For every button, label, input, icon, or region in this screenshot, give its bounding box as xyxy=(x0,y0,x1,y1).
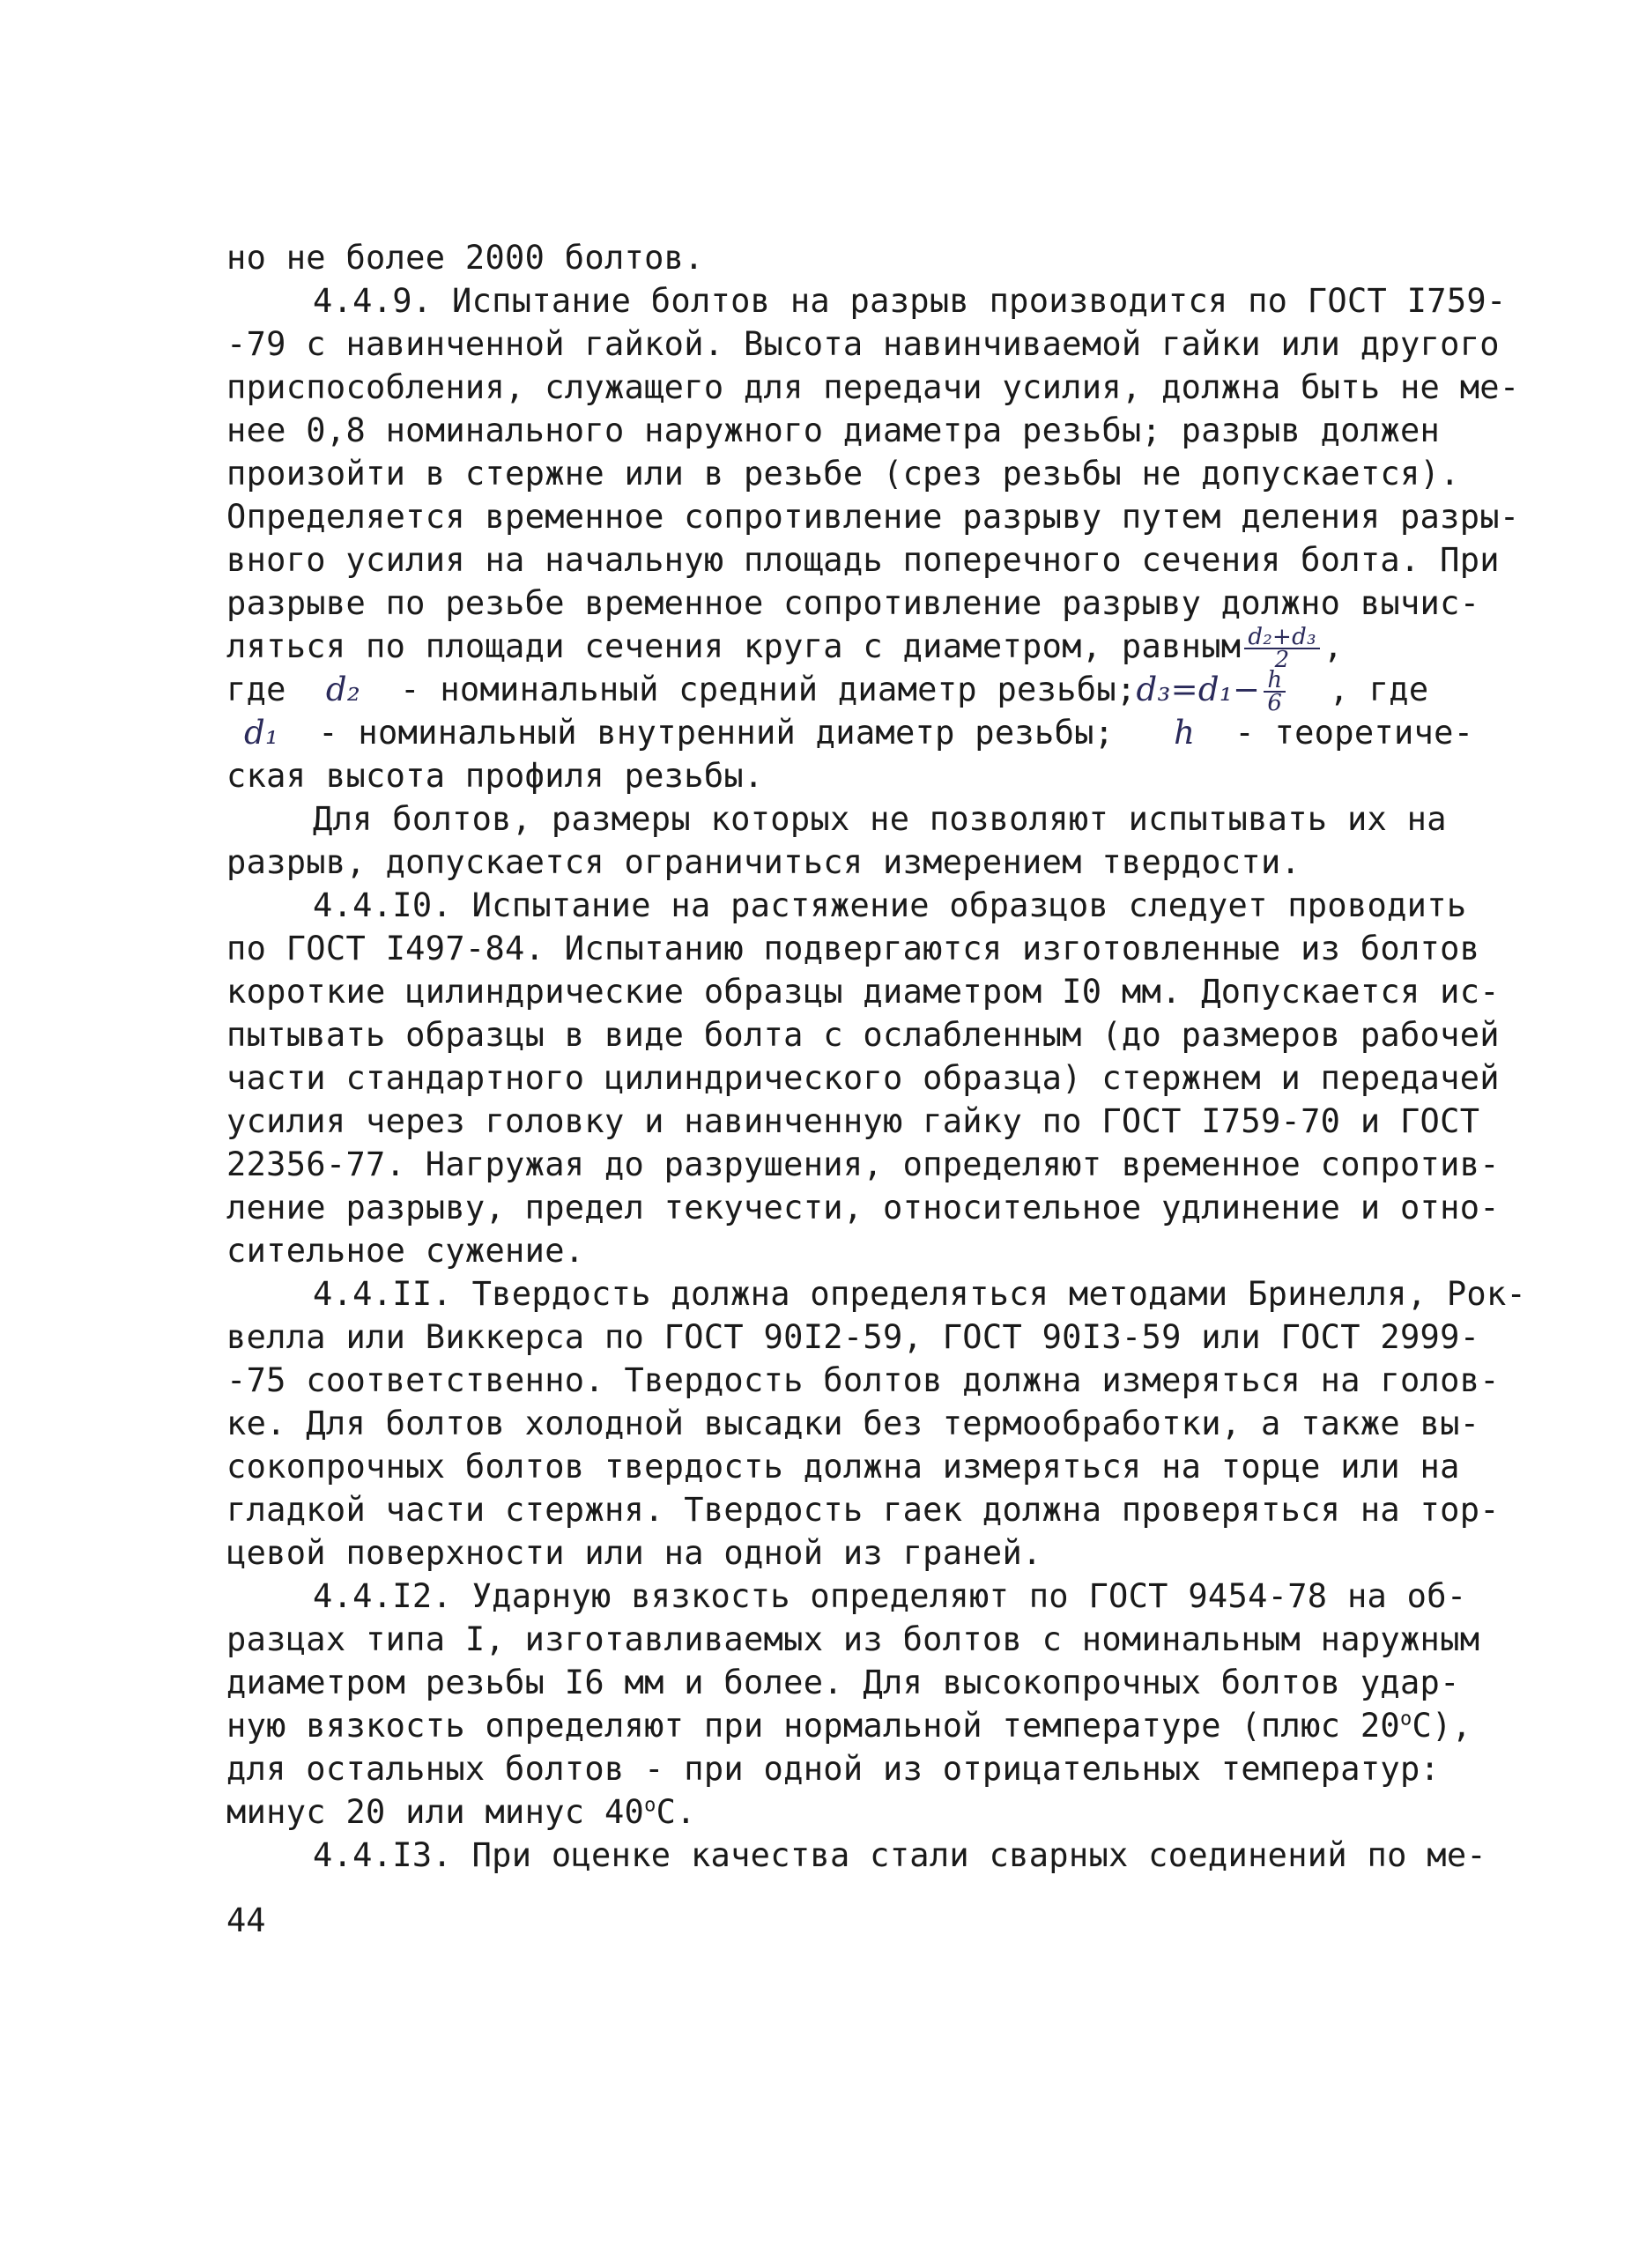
formula-h: h xyxy=(1174,714,1196,752)
paragraph-4-4-10-start: 4.4.I0. Испытание на растяжение образцов следует проводить xyxy=(313,886,1467,924)
text-line-with-formula xyxy=(244,711,1473,754)
fraction-numerator: d₂+d₃ xyxy=(1244,626,1319,649)
text-line: разрыв, допускается ограничиться измерением твердости. xyxy=(226,843,1301,881)
text-line: вного усилия на начальную площадь поперечного сечения болта. При xyxy=(226,541,1500,579)
text-line: разцах типа I, изготавливаемых из болтов с номинальным наружным xyxy=(226,1620,1480,1658)
fraction-d2-plus-d3-over-2 xyxy=(1244,623,1319,673)
fraction-denominator: 2 xyxy=(1274,646,1290,673)
text-line: для остальных болтов - при одной из отрицательных температур: xyxy=(226,1750,1441,1788)
text-line: нее 0,8 номинального наружного диаметра резьбы; разрыв должен xyxy=(226,411,1441,449)
paragraph-bolts-hardness: Для болтов, размеры которых не позволяют испытывать их на xyxy=(313,800,1447,838)
text-line: -75 соответственно. Твердость болтов должна измеряться на голов- xyxy=(226,1361,1500,1399)
text-line: ке. Для болтов холодной высадки без термообработки, а также вы- xyxy=(226,1405,1480,1442)
text-line: произойти в стержне или в резьбе (срез резьбы не допускается). xyxy=(226,455,1460,493)
text-line-with-degree xyxy=(226,1704,1472,1747)
text-line: диаметром резьбы I6 мм и более. Для высокопрочных болтов удар- xyxy=(226,1664,1460,1701)
text-fragment: - теоретиче- xyxy=(1234,714,1474,752)
formula-d2: d₂ xyxy=(325,671,361,708)
formula-d1: d₁ xyxy=(244,714,279,752)
text-line: приспособления, служащего для передачи усилия, должна быть не ме- xyxy=(226,368,1520,406)
degree-sign: o xyxy=(644,1794,656,1817)
text-fragment: где xyxy=(226,671,286,708)
paragraph-4-4-13-start: 4.4.I3. При оценке качества стали сварных соединений по ме- xyxy=(313,1836,1486,1874)
formula-d3: d₃=d₁− xyxy=(1136,671,1261,708)
text-fragment: , xyxy=(1323,627,1344,665)
text-fragment: ную вязкость определяют при нормальной температуре (плюс 20 xyxy=(226,1707,1400,1745)
paragraph-4-4-11-start: 4.4.II. Твердость должна определяться методами Бринелля, Рок- xyxy=(313,1275,1527,1313)
text-fragment: С), xyxy=(1412,1707,1472,1745)
fraction-denominator: 6 xyxy=(1267,689,1283,716)
text-line: разрыве по резьбе временное сопротивление разрыву должно вычис- xyxy=(226,584,1480,622)
text-fragment: минус 20 или минус 40 xyxy=(226,1793,645,1831)
text-line: Определяется временное сопротивление разрыву путем деления разры- xyxy=(226,498,1520,536)
text-line: короткие цилиндрические образцы диаметром I0 мм. Допускается ис- xyxy=(226,973,1500,1011)
text-fragment: - номинальный средний диаметр резьбы; xyxy=(400,671,1137,708)
text-line: но не более 2000 болтов. xyxy=(226,239,704,277)
text-line: цевой поверхности или на одной из граней. xyxy=(226,1534,1042,1572)
fraction-numerator: h xyxy=(1264,670,1286,693)
fraction-h-over-6 xyxy=(1264,666,1286,716)
text-line: ление разрыву, предел текучести, относительное удлинение и отно- xyxy=(226,1189,1500,1227)
text-line: -79 с навинченной гайкой. Высота навинчиваемой гайки или другого xyxy=(226,325,1500,363)
text-line: сокопрочных болтов твердость должна измеряться на торце или на xyxy=(226,1448,1460,1486)
paragraph-4-4-9-start: 4.4.9. Испытание болтов на разрыв производится по ГОСТ I759- xyxy=(313,282,1507,320)
text-fragment: С. xyxy=(656,1793,696,1831)
degree-sign: o xyxy=(1399,1708,1412,1731)
text-fragment: ляться по площади сечения круга с диаметром, равным xyxy=(226,627,1242,665)
text-fragment: , где xyxy=(1329,671,1429,708)
text-line: велла или Виккерса по ГОСТ 90I2-59, ГОСТ 90I3-59 или ГОСТ 2999- xyxy=(226,1318,1480,1356)
text-line: пытывать образцы в виде болта с ослабленным (до размеров рабочей xyxy=(226,1016,1500,1054)
text-line: ская высота профиля резьбы. xyxy=(226,757,764,795)
text-line-with-fraction xyxy=(226,625,1343,671)
text-line: усилия через головку и навинченную гайку по ГОСТ I759-70 и ГОСТ xyxy=(226,1102,1480,1140)
text-line: гладкой части стержня. Твердость гаек должна проверяться на тор- xyxy=(226,1491,1500,1529)
text-line-with-formula xyxy=(226,668,1428,714)
text-line: части стандартного цилиндрического образца) стержнем и передачей xyxy=(226,1059,1500,1097)
paragraph-4-4-12-start: 4.4.I2. Ударную вязкость определяют по ГОСТ 9454-78 на об- xyxy=(313,1577,1467,1615)
text-line: по ГОСТ I497-84. Испытанию подвергаются изготовленные из болтов xyxy=(226,930,1480,967)
text-line: 22356-77. Нагружая до разрушения, определяют временное сопротив- xyxy=(226,1145,1500,1183)
page-number: 44 xyxy=(226,1901,266,1939)
text-fragment: - номинальный внутренний диаметр резьбы; xyxy=(318,714,1115,752)
text-line: сительное сужение. xyxy=(226,1232,585,1270)
text-line-with-degree xyxy=(226,1790,696,1834)
